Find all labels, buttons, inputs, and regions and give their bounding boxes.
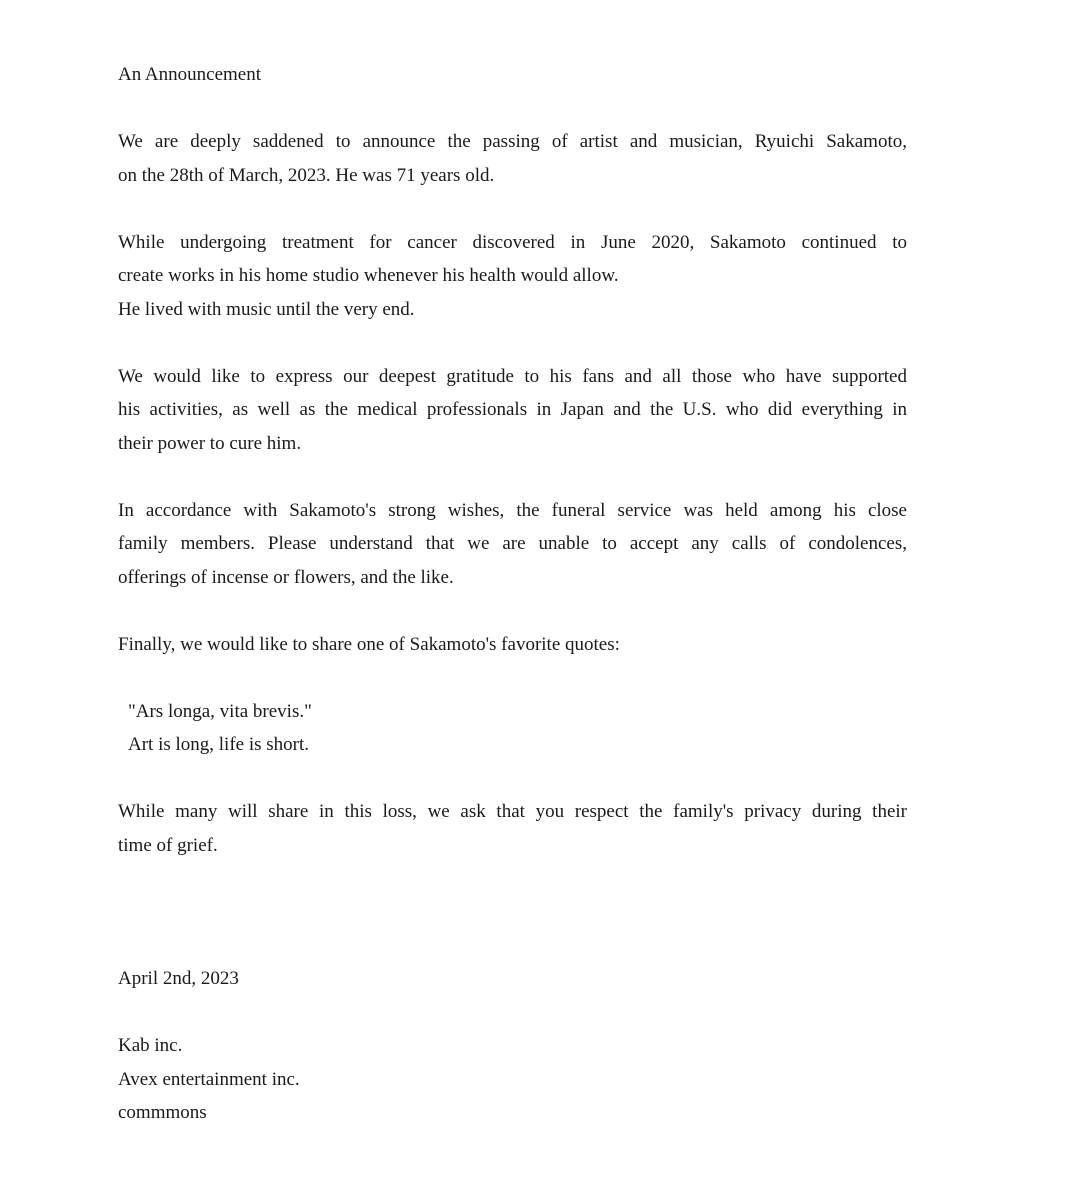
favorite-quote	[118, 695, 907, 762]
paragraph-line: While undergoing treatment for cancer discovered in June 2020, Sakamoto continued to	[118, 231, 907, 253]
paragraph-line: their power to cure him.	[118, 432, 302, 454]
paragraph-privacy	[118, 795, 907, 862]
paragraph-passing	[118, 125, 907, 192]
paragraph-line: Finally, we would like to share one of Sakamoto's favorite quotes:	[118, 633, 620, 655]
paragraph-funeral	[118, 494, 907, 595]
paragraph-treatment	[118, 226, 907, 327]
announcement-date: April 2nd, 2023	[118, 968, 239, 989]
signatory: Avex entertainment inc.	[118, 1068, 300, 1090]
paragraph-quote-intro	[118, 628, 907, 662]
announcement-document	[118, 58, 907, 1130]
signatory: commmons	[118, 1102, 207, 1123]
paragraph-line: In accordance with Sakamoto's strong wishes, the funeral service was held among his close	[118, 499, 907, 521]
paragraph-line: on the 28th of March, 2023. He was 71 years old.	[118, 164, 495, 186]
announcement-heading: An Announcement	[118, 64, 262, 85]
paragraph-line: create works in his home studio whenever his health would allow.	[118, 265, 619, 286]
paragraph-line: We would like to express our deepest gratitude to his fans and all those who have supported	[118, 365, 907, 387]
signatories	[118, 1029, 907, 1130]
paragraph-line: We are deeply saddened to announce the passing of artist and musician, Ryuichi Sakamoto,	[118, 131, 907, 152]
paragraph-line: While many will share in this loss, we ask that you respect the family's privacy during their	[118, 801, 907, 822]
paragraph-gratitude	[118, 360, 907, 461]
paragraph-line: offerings of incense or flowers, and the like.	[118, 566, 454, 588]
paragraph-line: his activities, as well as the medical professionals in Japan and the U.S. who did everything in	[118, 399, 907, 420]
paragraph-line: time of grief.	[118, 834, 218, 856]
paragraph-line: family members. Please understand that we are unable to accept any calls of condolences,	[118, 533, 907, 554]
signatory: Kab inc.	[118, 1035, 183, 1056]
quote-translation: Art is long, life is short.	[128, 734, 310, 755]
quote-latin: "Ars longa, vita brevis."	[128, 700, 312, 722]
paragraph-line: He lived with music until the very end.	[118, 298, 415, 320]
